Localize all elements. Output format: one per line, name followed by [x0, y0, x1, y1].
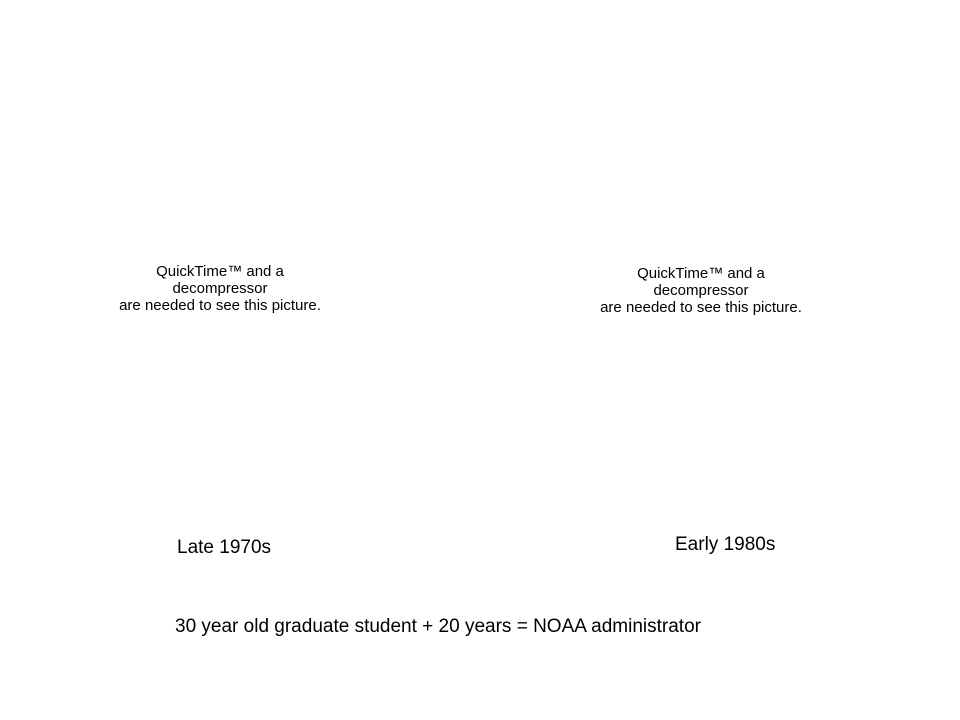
placeholder-line: QuickTime™ and a	[637, 265, 765, 282]
placeholder-line: are needed to see this picture.	[600, 299, 802, 316]
image-placeholder-right	[585, 265, 817, 316]
caption-left: Late 1970s	[177, 537, 272, 558]
caption-right: Early 1980s	[675, 534, 776, 555]
placeholder-line: QuickTime™ and a	[156, 263, 284, 280]
footer-text: 30 year old graduate student + 20 years = NOAA administrator	[175, 616, 701, 637]
placeholder-line: decompressor	[653, 282, 749, 299]
placeholder-line: decompressor	[172, 280, 268, 297]
image-placeholder-left	[95, 263, 345, 314]
placeholder-line: are needed to see this picture.	[119, 297, 321, 314]
